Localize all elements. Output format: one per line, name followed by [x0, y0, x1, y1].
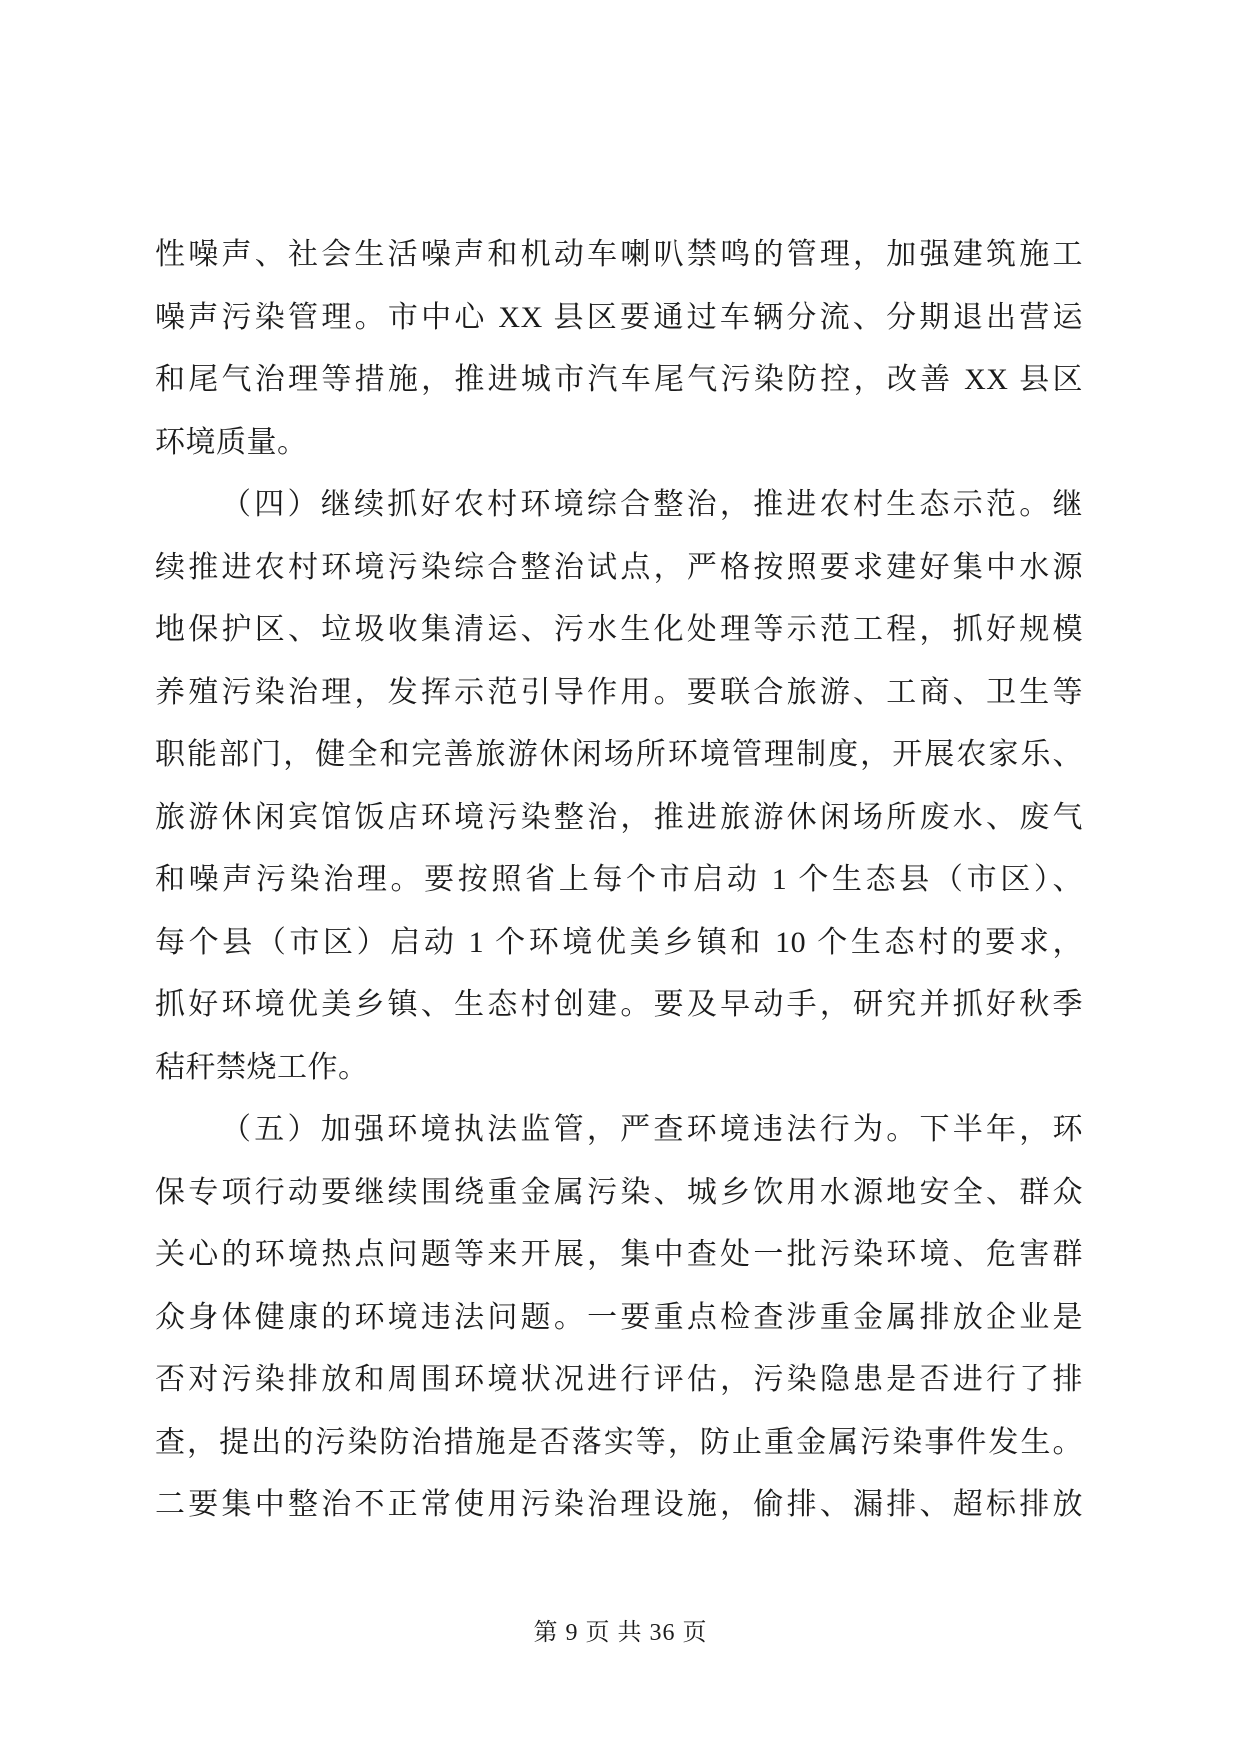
text-line: 环境质量。 [155, 425, 308, 459]
text-line: 抓好环境优美乡镇、生态村创建。要及早动手，研究并抓好秋季 [155, 988, 1083, 1021]
text-line: 噪声污染管理。市中心 XX 县区要通过车辆分流、分期退出营运 [155, 300, 1083, 334]
text-line: 职能部门，健全和完善旅游休闲场所环境管理制度，开展农家乐、 [155, 738, 1083, 771]
paragraph [155, 224, 1083, 474]
paragraph [155, 1099, 1083, 1537]
text-line: （四）继续抓好农村环境综合整治，推进农村生态示范。继 [221, 488, 1083, 521]
text-line: 保专项行动要继续围绕重金属污染、城乡饮用水源地安全、群众 [155, 1175, 1083, 1209]
text-line: （五）加强环境执法监管，严查环境违法行为。下半年，环 [221, 1113, 1083, 1146]
text-line: 续推进农村环境污染综合整治试点，严格按照要求建好集中水源 [155, 550, 1083, 584]
text-line: 性噪声、社会生活噪声和机动车喇叭禁鸣的管理，加强建筑施工 [155, 238, 1083, 271]
text-line: 每个县（市区）启动 1 个环境优美乡镇和 10 个生态村的要求， [155, 925, 1083, 959]
text-line: 和噪声污染治理。要按照省上每个市启动 1 个生态县（市区）、 [155, 863, 1083, 896]
text-line: 和尾气治理等措施，推进城市汽车尾气污染防控，改善 XX 县区 [155, 363, 1083, 396]
text-line: 旅游休闲宾馆饭店环境污染整治，推进旅游休闲场所废水、废气 [155, 800, 1083, 834]
document-body [155, 224, 1083, 1537]
text-line: 地保护区、垃圾收集清运、污水生化处理等示范工程，抓好规模 [155, 613, 1083, 646]
text-line: 养殖污染治理，发挥示范引导作用。要联合旅游、工商、卫生等 [155, 675, 1083, 709]
paragraph [155, 474, 1083, 1099]
text-line: 二要集中整治不正常使用污染治理设施，偷排、漏排、超标排放 [155, 1488, 1083, 1521]
page-footer: 第 9 页 共 36 页 [533, 1620, 708, 1646]
text-line: 查，提出的污染防治措施是否落实等，防止重金属污染事件发生。 [155, 1425, 1083, 1459]
text-line: 秸秆禁烧工作。 [155, 1050, 369, 1084]
text-line: 众身体健康的环境违法问题。一要重点检查涉重金属排放企业是 [155, 1300, 1083, 1334]
text-line: 关心的环境热点问题等来开展，集中查处一批污染环境、危害群 [155, 1238, 1083, 1271]
text-line: 否对污染排放和周围环境状况进行评估，污染隐患是否进行了排 [155, 1363, 1083, 1396]
